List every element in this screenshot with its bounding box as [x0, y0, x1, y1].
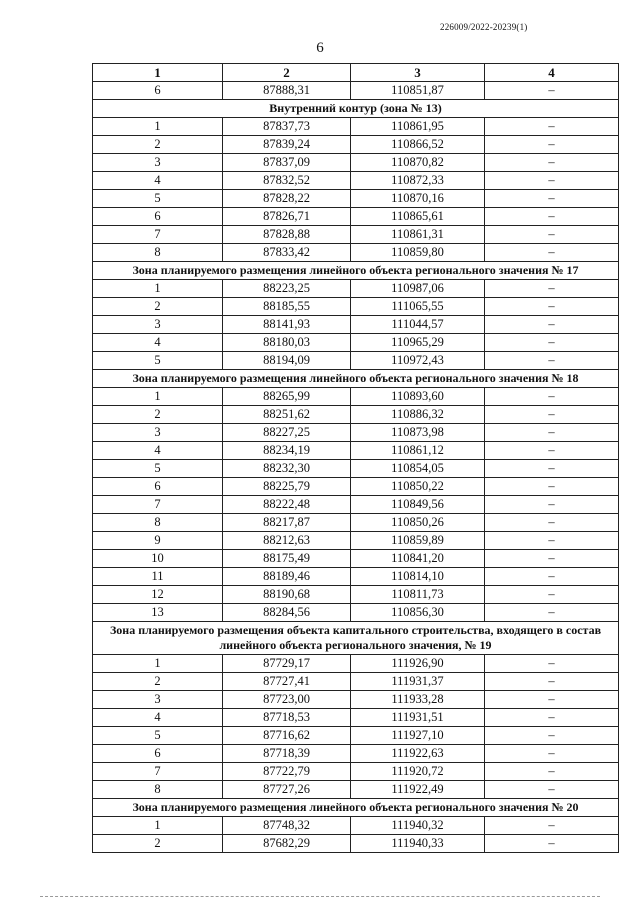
table-row — [93, 817, 619, 835]
table-row — [93, 226, 619, 244]
note: – — [485, 781, 619, 799]
coordinates-table — [92, 63, 619, 853]
coordinate-x: 88227,25 — [223, 424, 351, 442]
note: – — [485, 82, 619, 100]
coordinate-y: 111926,90 — [351, 655, 485, 673]
coordinate-x: 88180,03 — [223, 334, 351, 352]
coordinate-x: 87832,52 — [223, 172, 351, 190]
section-title-row — [93, 799, 619, 817]
table-row — [93, 118, 619, 136]
document-number: 226009/2022-20239(1) — [440, 22, 528, 32]
coordinate-y: 110870,16 — [351, 190, 485, 208]
point-number: 2 — [93, 406, 223, 424]
table-row — [93, 280, 619, 298]
note: – — [485, 727, 619, 745]
coordinate-x: 87716,62 — [223, 727, 351, 745]
table-row — [93, 388, 619, 406]
page-number: 6 — [316, 40, 324, 56]
table-row — [93, 709, 619, 727]
note: – — [485, 478, 619, 496]
point-number: 8 — [93, 781, 223, 799]
note: – — [485, 424, 619, 442]
coordinate-y: 111931,51 — [351, 709, 485, 727]
point-number: 4 — [93, 442, 223, 460]
coordinate-x: 88223,25 — [223, 280, 351, 298]
point-number: 2 — [93, 136, 223, 154]
coordinate-x: 88265,99 — [223, 388, 351, 406]
table-header-row — [93, 64, 619, 82]
point-number: 4 — [93, 334, 223, 352]
coordinate-y: 111920,72 — [351, 763, 485, 781]
table-row — [93, 568, 619, 586]
coordinate-y: 111933,28 — [351, 691, 485, 709]
coordinate-y: 110814,10 — [351, 568, 485, 586]
coordinate-y: 111065,55 — [351, 298, 485, 316]
table-row — [93, 673, 619, 691]
table-row — [93, 190, 619, 208]
coordinate-y: 111044,57 — [351, 316, 485, 334]
coordinate-x: 87826,71 — [223, 208, 351, 226]
note: – — [485, 118, 619, 136]
point-number: 3 — [93, 154, 223, 172]
table-row — [93, 208, 619, 226]
coordinate-x: 88141,93 — [223, 316, 351, 334]
coordinate-y: 111940,32 — [351, 817, 485, 835]
coordinate-y: 110859,80 — [351, 244, 485, 262]
point-number: 6 — [93, 745, 223, 763]
coordinate-x: 87828,88 — [223, 226, 351, 244]
point-number: 6 — [93, 478, 223, 496]
point-number: 5 — [93, 190, 223, 208]
coordinate-y: 110841,20 — [351, 550, 485, 568]
section-title: Зона планируемого размещения линейного объекта регионального значения № 20 — [93, 799, 619, 817]
point-number: 6 — [93, 208, 223, 226]
table-row — [93, 352, 619, 370]
coordinates-table-body — [93, 64, 619, 853]
table-row — [93, 496, 619, 514]
point-number: 10 — [93, 550, 223, 568]
column-header: 4 — [485, 64, 619, 82]
coordinate-y: 110866,52 — [351, 136, 485, 154]
note: – — [485, 172, 619, 190]
column-header: 1 — [93, 64, 223, 82]
table-row — [93, 550, 619, 568]
table-row — [93, 82, 619, 100]
point-number: 8 — [93, 514, 223, 532]
note: – — [485, 514, 619, 532]
coordinate-y: 111931,37 — [351, 673, 485, 691]
table-row — [93, 655, 619, 673]
point-number: 1 — [93, 388, 223, 406]
table-row — [93, 406, 619, 424]
table-row — [93, 727, 619, 745]
table-row — [93, 424, 619, 442]
note: – — [485, 190, 619, 208]
section-title: Зона планируемого размещения линейного объекта регионального значения № 17 — [93, 262, 619, 280]
coordinate-y: 110870,82 — [351, 154, 485, 172]
coordinate-x: 87748,32 — [223, 817, 351, 835]
point-number: 4 — [93, 709, 223, 727]
coordinate-y: 110851,87 — [351, 82, 485, 100]
table-row — [93, 316, 619, 334]
point-number: 1 — [93, 817, 223, 835]
coordinate-x: 87723,00 — [223, 691, 351, 709]
table-row — [93, 478, 619, 496]
coordinate-y: 110861,12 — [351, 442, 485, 460]
coordinate-x: 87722,79 — [223, 763, 351, 781]
coordinate-x: 87718,53 — [223, 709, 351, 727]
note: – — [485, 226, 619, 244]
coordinate-x: 88194,09 — [223, 352, 351, 370]
coordinate-x: 87839,24 — [223, 136, 351, 154]
table-row — [93, 172, 619, 190]
note: – — [485, 532, 619, 550]
coordinate-y: 110850,26 — [351, 514, 485, 532]
coordinate-x: 88251,62 — [223, 406, 351, 424]
note: – — [485, 442, 619, 460]
section-title-row — [93, 262, 619, 280]
coordinate-y: 110872,33 — [351, 172, 485, 190]
coordinate-y: 111940,33 — [351, 835, 485, 853]
coordinate-x: 88190,68 — [223, 586, 351, 604]
section-title-row — [93, 100, 619, 118]
coordinate-x: 87727,41 — [223, 673, 351, 691]
note: – — [485, 745, 619, 763]
point-number: 8 — [93, 244, 223, 262]
point-number: 7 — [93, 496, 223, 514]
table-row — [93, 136, 619, 154]
table-row — [93, 442, 619, 460]
point-number: 13 — [93, 604, 223, 622]
point-number: 7 — [93, 763, 223, 781]
point-number: 1 — [93, 118, 223, 136]
note: – — [485, 568, 619, 586]
coordinate-x: 88222,48 — [223, 496, 351, 514]
coordinate-x: 88175,49 — [223, 550, 351, 568]
coordinate-y: 111922,63 — [351, 745, 485, 763]
section-title: Зона планируемого размещения объекта капитального строительства, входящего в состав линейного объекта регионального значения, № 19 — [93, 622, 619, 655]
note: – — [485, 691, 619, 709]
table-row — [93, 334, 619, 352]
column-header: 3 — [351, 64, 485, 82]
note: – — [485, 817, 619, 835]
point-number: 1 — [93, 655, 223, 673]
note: – — [485, 655, 619, 673]
coordinate-y: 110873,98 — [351, 424, 485, 442]
table-row — [93, 154, 619, 172]
coordinate-y: 110859,89 — [351, 532, 485, 550]
coordinate-y: 110987,06 — [351, 280, 485, 298]
table-row — [93, 781, 619, 799]
section-title-row — [93, 370, 619, 388]
coordinate-y: 110849,56 — [351, 496, 485, 514]
point-number: 3 — [93, 424, 223, 442]
table-row — [93, 586, 619, 604]
note: – — [485, 763, 619, 781]
coordinate-y: 110856,30 — [351, 604, 485, 622]
note: – — [485, 352, 619, 370]
coordinate-y: 111922,49 — [351, 781, 485, 799]
coordinate-y: 110811,73 — [351, 586, 485, 604]
point-number: 5 — [93, 460, 223, 478]
note: – — [485, 709, 619, 727]
note: – — [485, 460, 619, 478]
section-title: Зона планируемого размещения линейного объекта регионального значения № 18 — [93, 370, 619, 388]
coordinate-x: 87888,31 — [223, 82, 351, 100]
table-row — [93, 298, 619, 316]
table-row — [93, 460, 619, 478]
point-number: 3 — [93, 691, 223, 709]
coordinate-x: 88234,19 — [223, 442, 351, 460]
coordinate-x: 88217,87 — [223, 514, 351, 532]
coordinate-x: 88212,63 — [223, 532, 351, 550]
point-number: 5 — [93, 352, 223, 370]
note: – — [485, 244, 619, 262]
section-title-row — [93, 622, 619, 655]
note: – — [485, 154, 619, 172]
coordinate-x: 88232,30 — [223, 460, 351, 478]
point-number: 2 — [93, 835, 223, 853]
coordinate-y: 111927,10 — [351, 727, 485, 745]
table-row — [93, 604, 619, 622]
coordinate-x: 88284,56 — [223, 604, 351, 622]
table-row — [93, 745, 619, 763]
note: – — [485, 586, 619, 604]
note: – — [485, 835, 619, 853]
section-title: Внутренний контур (зона № 13) — [93, 100, 619, 118]
coordinate-y: 110972,43 — [351, 352, 485, 370]
scan-edge-artifact — [40, 896, 600, 900]
coordinate-x: 88189,46 — [223, 568, 351, 586]
note: – — [485, 208, 619, 226]
note: – — [485, 334, 619, 352]
coordinate-x: 88225,79 — [223, 478, 351, 496]
coordinate-y: 110893,60 — [351, 388, 485, 406]
coordinate-x: 87837,09 — [223, 154, 351, 172]
point-number: 1 — [93, 280, 223, 298]
table-row — [93, 835, 619, 853]
coordinate-x: 87718,39 — [223, 745, 351, 763]
table-row — [93, 244, 619, 262]
coordinate-y: 110861,31 — [351, 226, 485, 244]
note: – — [485, 316, 619, 334]
note: – — [485, 496, 619, 514]
coordinate-y: 110850,22 — [351, 478, 485, 496]
point-number: 4 — [93, 172, 223, 190]
point-number: 2 — [93, 673, 223, 691]
point-number: 7 — [93, 226, 223, 244]
note: – — [485, 298, 619, 316]
coordinate-x: 87828,22 — [223, 190, 351, 208]
note: – — [485, 673, 619, 691]
note: – — [485, 406, 619, 424]
point-number: 12 — [93, 586, 223, 604]
coordinate-x: 87682,29 — [223, 835, 351, 853]
note: – — [485, 550, 619, 568]
coordinate-y: 110854,05 — [351, 460, 485, 478]
point-number: 5 — [93, 727, 223, 745]
coordinate-x: 87727,26 — [223, 781, 351, 799]
note: – — [485, 136, 619, 154]
coordinate-y: 110965,29 — [351, 334, 485, 352]
coordinate-x: 88185,55 — [223, 298, 351, 316]
note: – — [485, 388, 619, 406]
note: – — [485, 280, 619, 298]
note: – — [485, 604, 619, 622]
coordinate-y: 110865,61 — [351, 208, 485, 226]
coordinate-y: 110861,95 — [351, 118, 485, 136]
table-row — [93, 691, 619, 709]
point-number: 9 — [93, 532, 223, 550]
table-row — [93, 532, 619, 550]
point-number: 11 — [93, 568, 223, 586]
coordinate-y: 110886,32 — [351, 406, 485, 424]
coordinate-x: 87833,42 — [223, 244, 351, 262]
coordinate-x: 87837,73 — [223, 118, 351, 136]
point-number: 2 — [93, 298, 223, 316]
column-header: 2 — [223, 64, 351, 82]
point-number: 6 — [93, 82, 223, 100]
coordinate-x: 87729,17 — [223, 655, 351, 673]
table-row — [93, 514, 619, 532]
point-number: 3 — [93, 316, 223, 334]
table-row — [93, 763, 619, 781]
